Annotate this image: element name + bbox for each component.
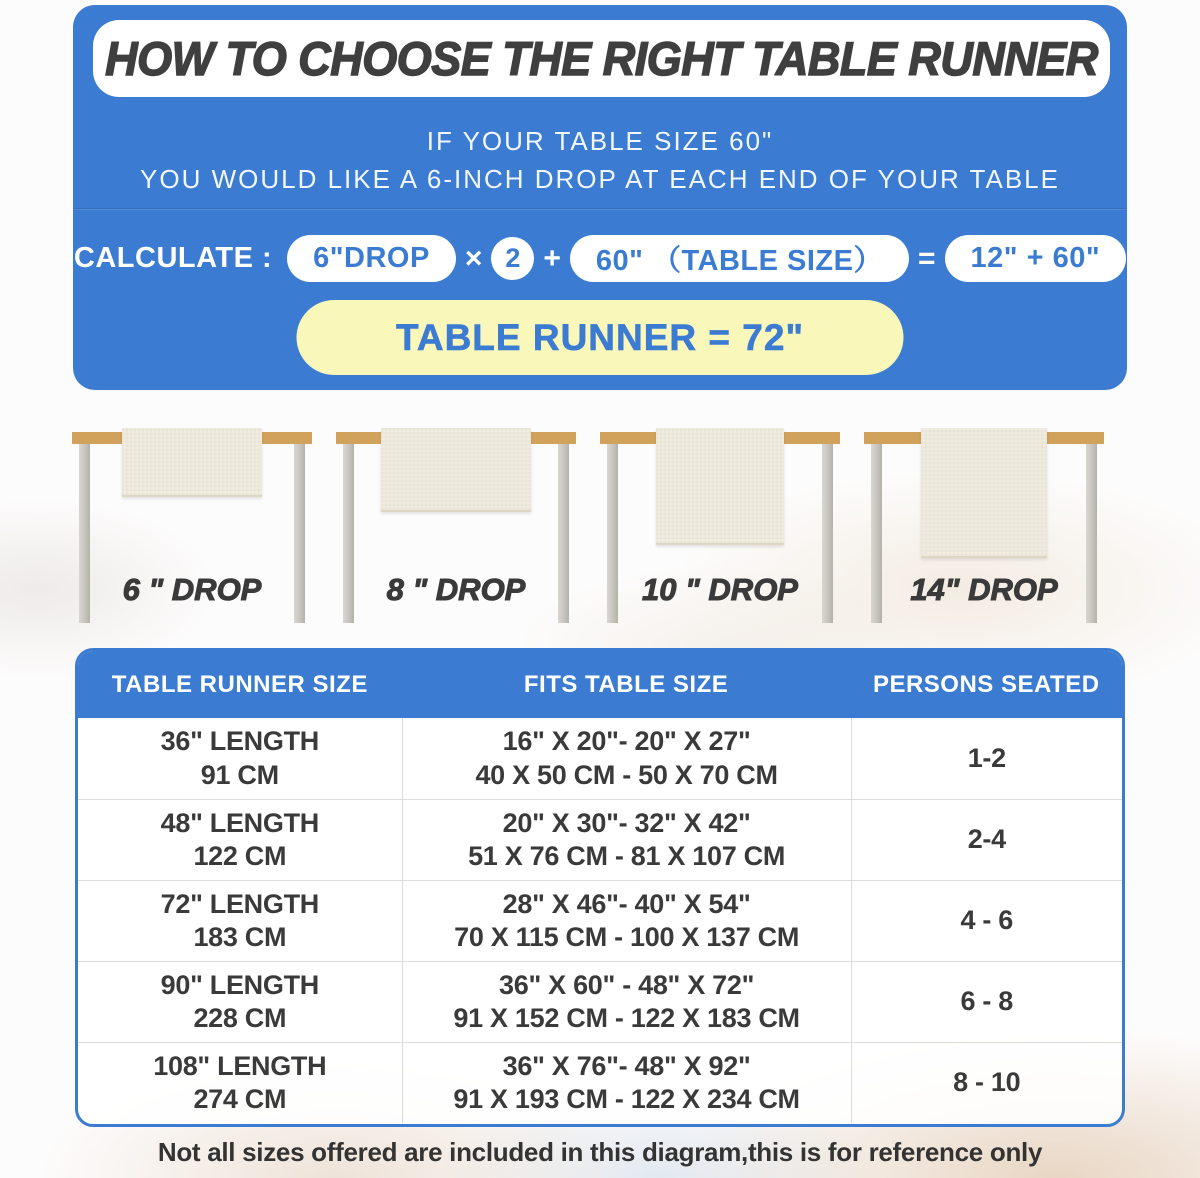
- fits-size-cell: 28" X 46"- 40" X 54" 70 X 115 CM - 100 X 137 CM: [402, 881, 851, 961]
- persons-cell: 4 - 6: [851, 881, 1122, 961]
- subtitle-line2: YOU WOULD LIKE A 6-INCH DROP AT EACH END OF YOUR TABLE: [140, 164, 1060, 194]
- column-header-runner-size: TABLE RUNNER SIZE: [111, 670, 368, 698]
- runner-size-cell: 90" LENGTH 228 CM: [160, 969, 319, 1033]
- plus-operator: +: [543, 241, 561, 275]
- drop-figure-10-inch: [600, 428, 840, 624]
- subtitle-line1: IF YOUR TABLE SIZE 60": [426, 126, 774, 156]
- result-text: TABLE RUNNER = 72": [396, 316, 804, 358]
- fits-size-cell: 36" X 76"- 48" X 92" 91 X 193 CM - 122 X 234 CM: [402, 1043, 851, 1123]
- size-chart-panel: [75, 648, 1125, 1127]
- header-divider: [73, 208, 1127, 209]
- size-chart-body: [78, 718, 1122, 1123]
- table-runner-illustration: [656, 428, 784, 545]
- drop-label: 8 " DROP: [386, 572, 526, 607]
- drop-label: 10 " DROP: [642, 572, 798, 607]
- runner-size-cell: 108" LENGTH 274 CM: [153, 1050, 327, 1114]
- table-row: [78, 799, 1122, 880]
- drop-label: 14" DROP: [910, 572, 1058, 607]
- page-title: HOW TO CHOOSE THE RIGHT TABLE RUNNER: [105, 30, 1098, 85]
- multiply-operator: ×: [464, 241, 483, 275]
- persons-cell: 6 - 8: [851, 962, 1122, 1042]
- table-runner-illustration: [122, 428, 262, 497]
- title-banner: [93, 20, 1110, 97]
- drop-label: 6 " DROP: [122, 572, 262, 607]
- calculate-label: CALCULATE :: [73, 242, 273, 274]
- table-row: [78, 718, 1122, 799]
- persons-cell: 8 - 10: [851, 1043, 1122, 1123]
- table-row: [78, 1042, 1122, 1123]
- column-header-persons-seated: PERSONS SEATED: [872, 670, 1100, 698]
- runner-size-cell: 36" LENGTH 91 CM: [160, 726, 319, 790]
- drop-figure-14-inch: [864, 428, 1104, 624]
- fits-size-cell: 20" X 30"- 32" X 42" 51 X 76 CM - 81 X 107 CM: [402, 800, 851, 880]
- sum-pill: 12" + 60": [945, 235, 1127, 282]
- runner-size-cell: 48" LENGTH 122 CM: [160, 807, 319, 871]
- persons-cell: 1-2: [851, 718, 1122, 799]
- runner-size-cell: 72" LENGTH 183 CM: [160, 888, 319, 952]
- factor-circle: 2: [491, 237, 534, 280]
- drop-figure-8-inch: [336, 428, 576, 624]
- equals-operator: =: [918, 241, 936, 275]
- footer-note: Not all sizes offered are included in this diagram,this is for reference only: [157, 1137, 1043, 1167]
- persons-cell: 2-4: [851, 800, 1122, 880]
- size-chart-header: [78, 651, 1122, 718]
- result-banner: [297, 300, 904, 375]
- header-panel: [73, 5, 1127, 390]
- table-runner-illustration: [921, 428, 1047, 558]
- calculation-row: [73, 235, 1127, 282]
- drop-figure-6-inch: [72, 428, 312, 624]
- column-header-fits-table-size: FITS TABLE SIZE: [523, 670, 729, 698]
- fits-size-cell: 16" X 20"- 20" X 27" 40 X 50 CM - 50 X 70 CM: [402, 718, 851, 799]
- table-size-pill: 60" （TABLE SIZE）: [570, 235, 909, 282]
- table-row: [78, 880, 1122, 961]
- table-runner-illustration: [381, 428, 531, 512]
- fits-size-cell: 36" X 60" - 48" X 72" 91 X 152 CM - 122 X 183 CM: [402, 962, 851, 1042]
- table-row: [78, 961, 1122, 1042]
- drop-pill: 6"DROP: [287, 235, 456, 282]
